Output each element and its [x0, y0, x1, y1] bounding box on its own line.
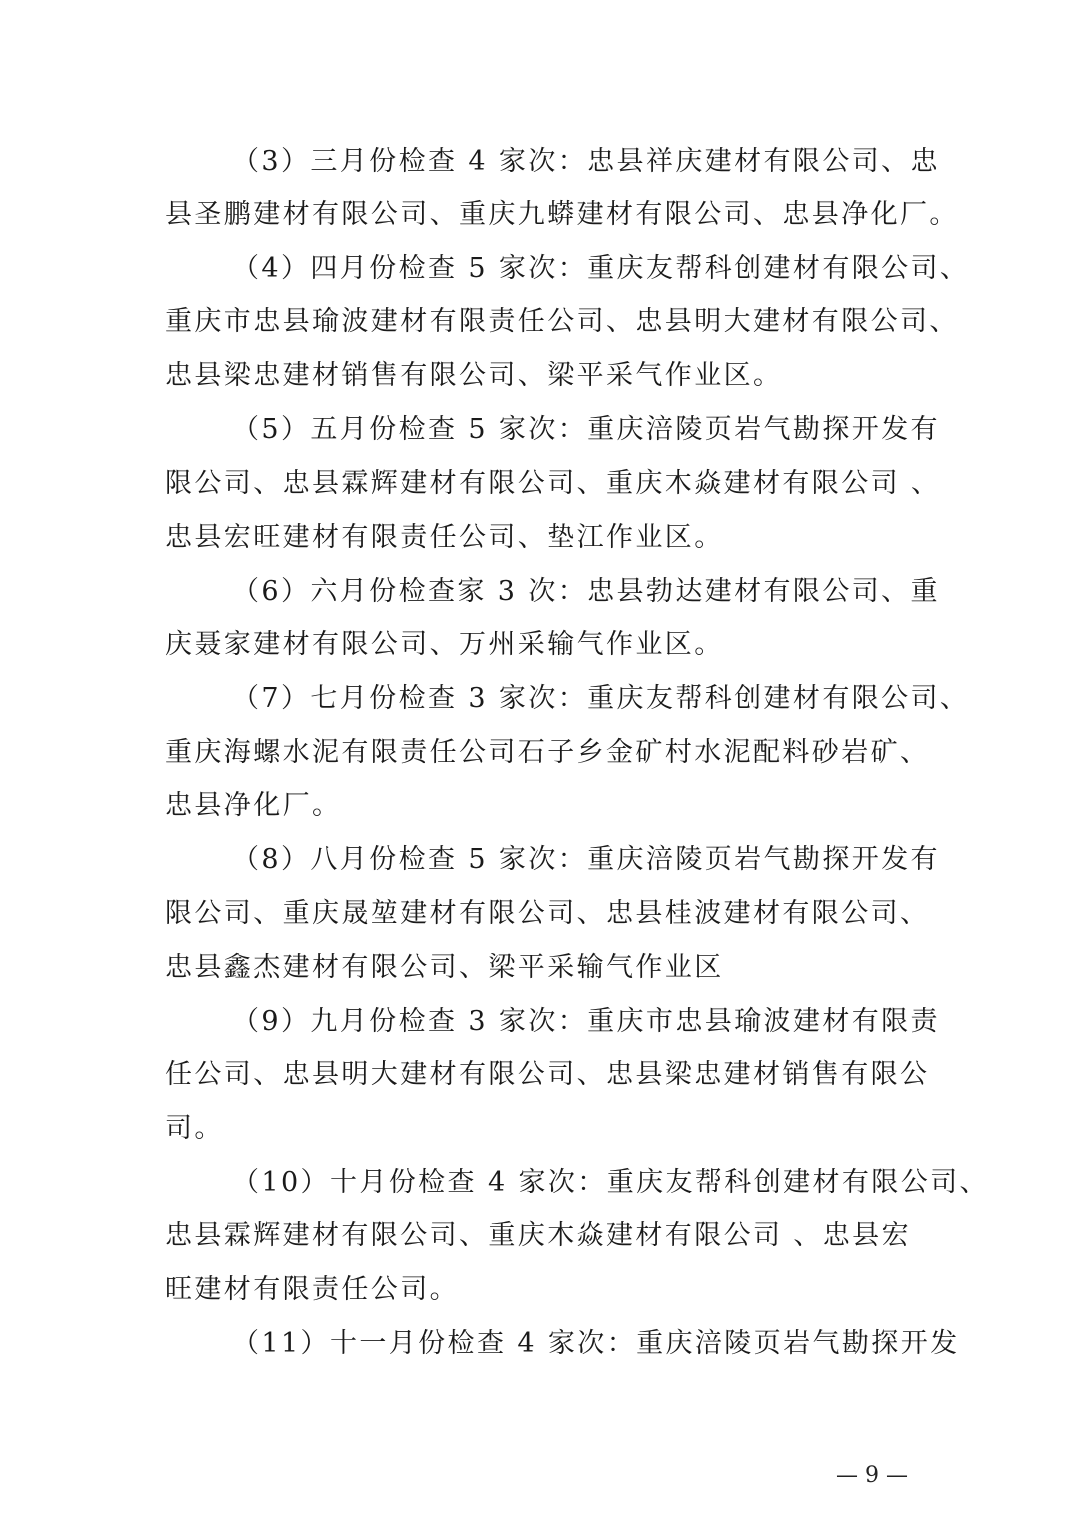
text-line: 旺建材有限责任公司。 [165, 1274, 459, 1305]
text-line: （7）七月份检查 3 家次：重庆友帮科创建材有限公司、 [232, 683, 970, 714]
text-line: 忠县梁忠建材销售有限公司、梁平采气作业区。 [165, 360, 783, 391]
text-line: （4）四月份检查 5 家次：重庆友帮科创建材有限公司、 [232, 253, 970, 284]
text-line: 限公司、忠县霖辉建材有限公司、重庆木焱建材有限公司 、 [165, 468, 941, 499]
text-line: （11）十一月份检查 4 家次：重庆涪陵页岩气勘探开发 [232, 1328, 960, 1359]
text-line: 忠县宏旺建材有限责任公司、垫江作业区。 [165, 522, 724, 553]
text-line: 任公司、忠县明大建材有限公司、忠县梁忠建材销售有限公 [165, 1059, 930, 1090]
text-line: 司。 [165, 1113, 224, 1144]
text-line: （8）八月份检查 5 家次：重庆涪陵页岩气勘探开发有 [232, 844, 940, 875]
text-line: （5）五月份检查 5 家次：重庆涪陵页岩气勘探开发有 [232, 414, 940, 445]
text-line: 忠县鑫杰建材有限公司、梁平采输气作业区 [165, 952, 724, 983]
text-line: 重庆市忠县瑜波建材有限责任公司、忠县明大建材有限公司、 [165, 306, 959, 337]
text-line: （3）三月份检查 4 家次：忠县祥庆建材有限公司、忠 [232, 146, 940, 177]
text-line: 忠县霖辉建材有限公司、重庆木焱建材有限公司 、忠县宏 [165, 1220, 911, 1251]
text-line: （10）十月份检查 4 家次：重庆友帮科创建材有限公司、 [232, 1167, 989, 1198]
text-line: 重庆海螺水泥有限责任公司石子乡金矿村水泥配料砂岩矿、 [165, 737, 930, 768]
page-number: — 9 — [836, 1463, 908, 1488]
text-line: （6）六月份检查家 3 次：忠县勃达建材有限公司、重 [232, 576, 940, 607]
text-line: 忠县净化厂。 [165, 790, 342, 821]
text-line: （9）九月份检查 3 家次：重庆市忠县瑜波建材有限责 [232, 1006, 940, 1037]
text-line: 限公司、重庆晟堃建材有限公司、忠县桂波建材有限公司、 [165, 898, 930, 929]
text-line: 县圣鹏建材有限公司、重庆九蟒建材有限公司、忠县净化厂。 [165, 199, 959, 230]
text-line: 庆聂家建材有限公司、万州采输气作业区。 [165, 629, 724, 660]
